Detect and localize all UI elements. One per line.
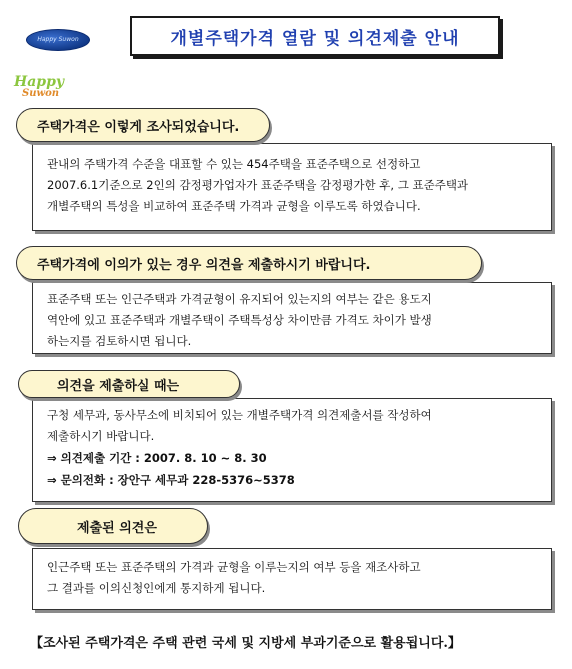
- section-1-line-1: 관내의 주택가격 수준을 대표할 수 있는 454주택을 표준주택으로 선정하고: [47, 157, 421, 171]
- section-3-body: [32, 398, 552, 502]
- section-2-body: [32, 282, 552, 354]
- section-1-line-3: 개별주택의 특성을 비교하여 표준주택 가격과 균형을 이루도록 하였습니다.: [47, 199, 421, 213]
- section-4-body: [32, 548, 552, 610]
- submission-period: ⇒ 의견제출 기간 : 2007. 8. 10 ~ 8. 30: [47, 451, 267, 465]
- section-1-body: [32, 143, 552, 231]
- happy-logo-line1: Happy: [14, 74, 65, 90]
- section-2-heading: [16, 246, 482, 280]
- section-4-line-1: 인근주택 또는 표준주택의 가격과 균형을 이루는지의 여부 등을 재조사하고: [47, 560, 421, 574]
- section-2-line-3: 하는지를 검토하시면 됩니다.: [47, 334, 192, 348]
- section-3-heading: [18, 370, 240, 398]
- section-3-line-2: 제출하시기 바랍니다.: [47, 429, 155, 443]
- section-2-line-1: 표준주택 또는 인근주택과 가격균형이 유지되어 있는지의 여부는 같은 용도지: [47, 292, 432, 306]
- section-1-heading: [16, 108, 270, 142]
- section-2-heading-text: 주택가격에 이의가 있는 경우 의견을 제출하시기 바랍니다.: [37, 257, 371, 273]
- section-4-line-2: 그 결과를 이의신청인에게 통지하게 됩니다.: [47, 581, 266, 595]
- section-4-heading-text: 제출된 의견은: [77, 520, 157, 536]
- section-1-heading-text: 주택가격은 이렇게 조사되었습니다.: [37, 119, 240, 135]
- section-3-line-1: 구청 세무과, 동사무소에 비치되어 있는 개별주택가격 의견제출서를 작성하여: [47, 408, 432, 422]
- section-2-line-2: 역안에 있고 표준주택과 개별주택이 주택특성상 차이만큼 가격도 차이가 발생: [47, 313, 432, 327]
- happy-logo-line2: Suwon: [22, 88, 60, 99]
- city-logo-text: Happy Suwon: [37, 36, 79, 43]
- page-title: 개별주택가격 열람 및 의견제출 안내: [130, 16, 500, 56]
- happy-suwon-logo: [14, 75, 64, 99]
- footer-note: 【조사된 주택가격은 주택 관련 국세 및 지방세 부과기준으로 활용됩니다.】: [30, 636, 461, 651]
- section-3-heading-text: 의견을 제출하실 때는: [57, 378, 180, 394]
- section-4-heading: [18, 508, 208, 544]
- contact-phone: ⇒ 문의전화 : 장안구 세무과 228-5376~5378: [47, 473, 295, 487]
- city-logo: [26, 29, 90, 51]
- section-1-line-2: 2007.6.1기준으로 2인의 감정평가업자가 표준주택을 감정평가한 후, 그 표준주택과: [47, 178, 469, 192]
